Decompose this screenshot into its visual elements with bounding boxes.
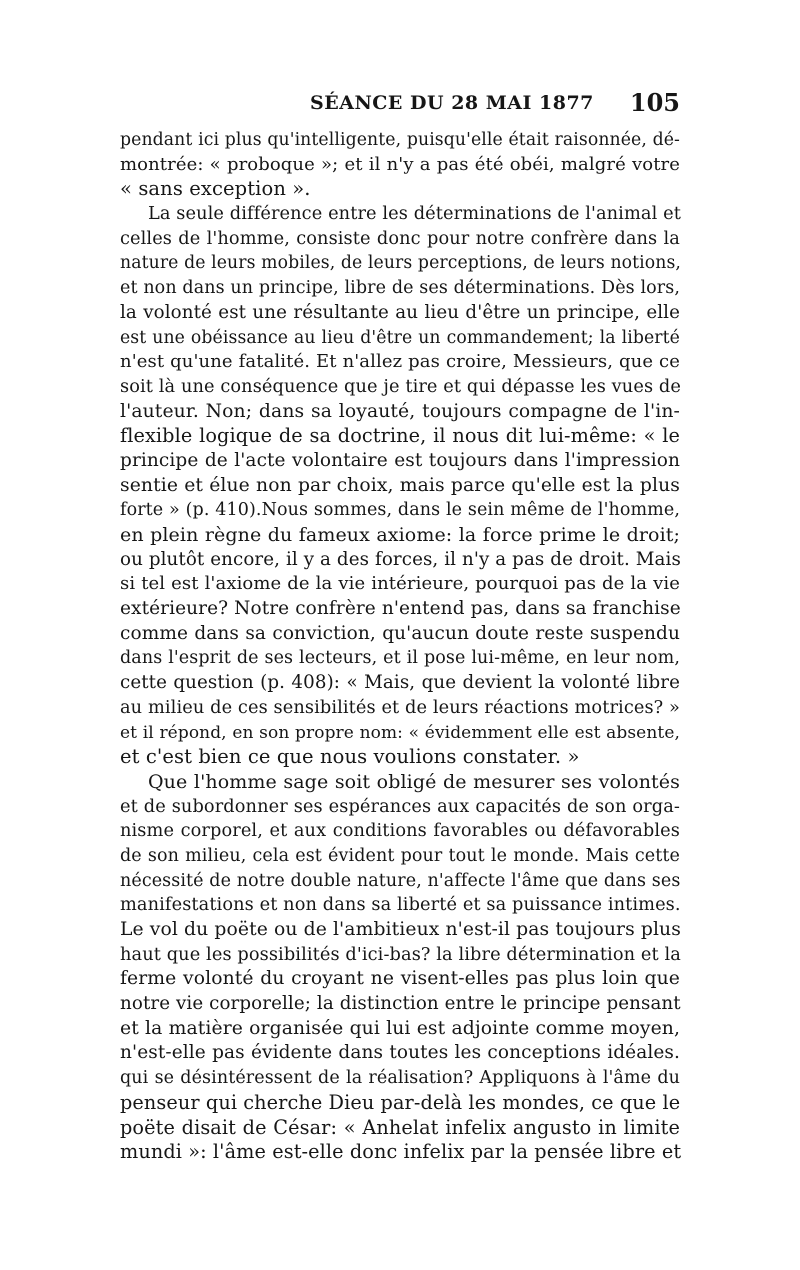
text-line: et la matière organisée qui lui est adjointe comme moyen, xyxy=(120,1017,680,1039)
text-line: poëte disait de César: « Anhelat infelix angusto in limite xyxy=(120,1115,680,1139)
page-header xyxy=(120,88,680,122)
text-line: Le vol du poëte ou de l'ambitieux n'est-il pas toujours plus xyxy=(120,919,681,940)
text-line: comme dans sa conviction, qu'aucun doute reste suspendu xyxy=(120,622,680,644)
text-line: principe de l'acte volontaire est toujours dans l'impression xyxy=(120,449,680,471)
text-line: cette question (p. 408): « Mais, que devient la volonté libre xyxy=(120,672,680,694)
text-line: extérieure? Notre confrère n'entend pas, dans sa franchise xyxy=(120,598,681,620)
text-line: ferme volonté du croyant ne visent-elles pas plus loin que xyxy=(120,968,680,990)
text-line: Que l'homme sage soit obligé de mesurer ses volontés xyxy=(148,770,680,793)
text-line: qui se désintéressent de la réalisation? Appliquons à l'âme du xyxy=(120,1068,680,1089)
text-line: La seule différence entre les déterminations de l'animal et xyxy=(148,204,681,225)
text-line: forte » (p. 410).Nous sommes, dans le sein même de l'homme, xyxy=(120,500,680,521)
text-line: notre vie corporelle; la distinction entre le principe pensant xyxy=(120,993,681,1015)
text-line: pendant ici plus qu'intelligente, puisqu'elle était raisonnée, dé- xyxy=(120,130,680,150)
text-line: et non dans un principe, libre de ses déterminations. Dès lors, xyxy=(120,278,680,299)
text-line: flexible logique de sa doctrine, il nous dit lui-même: « le xyxy=(120,424,680,448)
text-line: haut que les possibilités d'ici-bas? la libre détermination et la xyxy=(120,944,681,965)
text-line: sentie et élue non par choix, mais parce qu'elle est la plus xyxy=(120,474,680,496)
text-line: ou plutôt encore, il y a des forces, il n'y a pas de droit. Mais xyxy=(120,548,681,570)
text-line: « sans exception ». xyxy=(120,177,311,201)
text-line: au milieu de ces sensibilités et de leurs réactions motrices? » xyxy=(120,697,680,718)
body-text xyxy=(120,128,680,1165)
text-line: manifestations et non dans sa liberté et sa puissance intimes. xyxy=(120,895,681,916)
text-line: nécessité de notre double nature, n'affecte l'âme que dans ses xyxy=(120,870,681,891)
text-line: de son milieu, cela est évident pour tout le monde. Mais cette xyxy=(120,845,680,866)
text-line: en plein règne du fameux axiome: la force prime le droit; xyxy=(120,524,680,546)
running-title: SÉANCE DU 28 MAI 1877 xyxy=(310,92,594,114)
text-line: n'est-elle pas évidente dans toutes les conceptions idéales. xyxy=(120,1042,680,1064)
text-line: nisme corporel, et aux conditions favorables ou défavorables xyxy=(120,821,680,842)
text-line: montrée: « proboque »; et il n'y a pas été obéi, malgré votre xyxy=(120,153,680,175)
page-number: 105 xyxy=(629,88,680,117)
text-line: et de subordonner ses espérances aux capacités de son orga- xyxy=(120,796,680,817)
text-line: dans l'esprit de ses lecteurs, et il pose lui-même, en leur nom, xyxy=(120,648,680,669)
text-line: si tel est l'axiome de la vie intérieure, pourquoi pas de la vie xyxy=(120,573,680,595)
text-line: l'auteur. Non; dans sa loyauté, toujours compagne de l'in- xyxy=(120,400,680,422)
text-line: mundi »: l'âme est-elle donc infelix par la pensée libre et xyxy=(120,1140,682,1164)
text-line: penseur qui cherche Dieu par-delà les mondes, ce que le xyxy=(120,1090,681,1114)
text-line: soit là une conséquence que je tire et qui dépasse les vues de xyxy=(120,376,681,397)
text-line: et il répond, en son propre nom: « évidemment elle est absente, xyxy=(120,722,680,743)
text-line: la volonté est une résultante au lieu d'être un principe, elle xyxy=(120,301,680,323)
text-line: celles de l'homme, consiste donc pour notre confrère dans la xyxy=(120,228,680,249)
text-line: nature de leurs mobiles, de leurs perceptions, de leurs notions, xyxy=(120,253,682,274)
text-line: est une obéissance au lieu d'être un commandement; la liberté xyxy=(120,327,680,348)
text-line: n'est qu'une fatalité. Et n'allez pas croire, Messieurs, que ce xyxy=(120,351,680,373)
text-line: et c'est bien ce que nous voulions constater. » xyxy=(120,745,580,769)
